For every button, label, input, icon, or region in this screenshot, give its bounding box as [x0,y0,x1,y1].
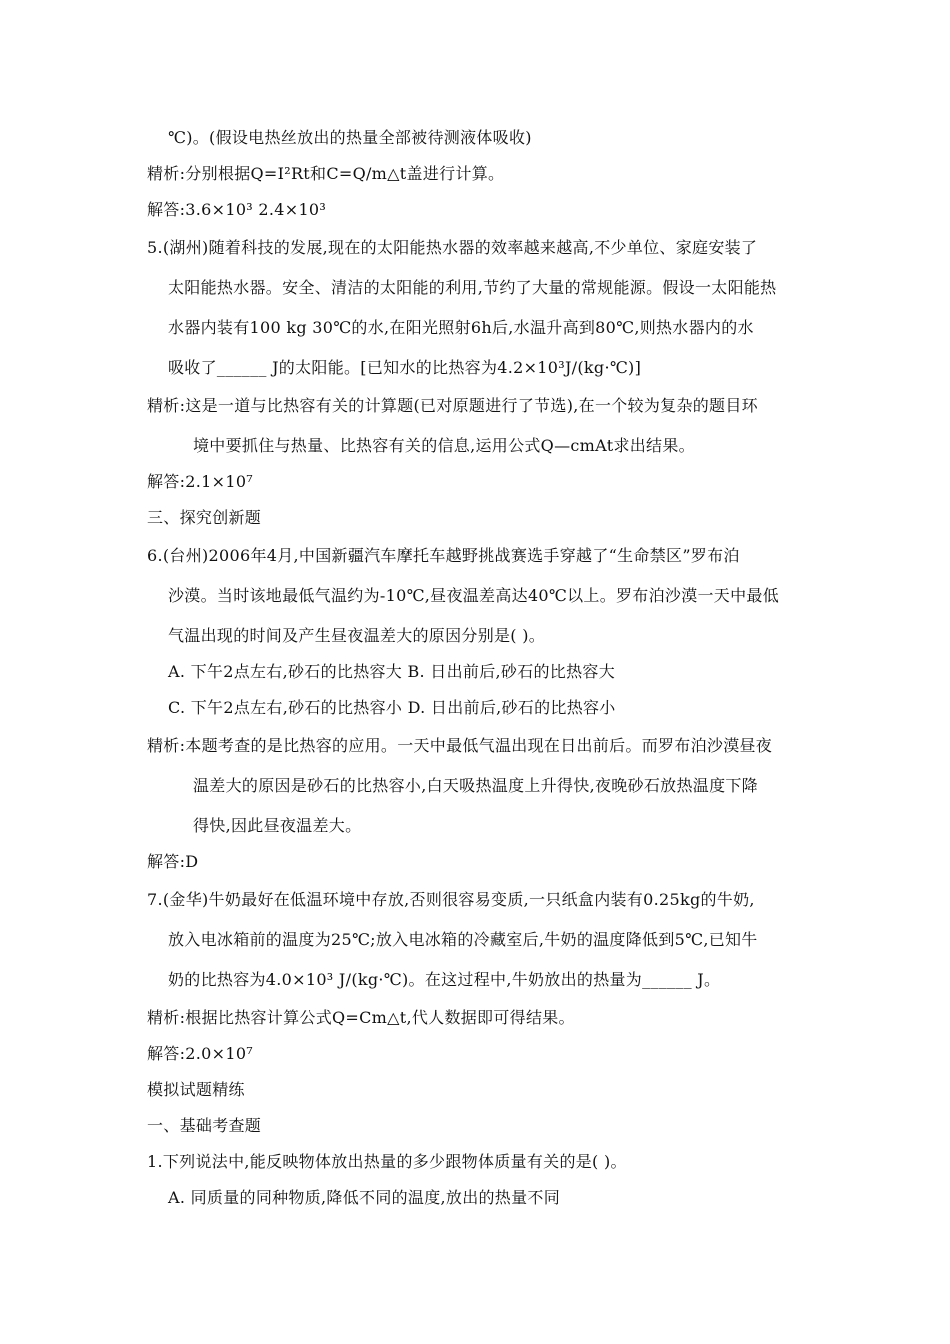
question-6-options-cd: C. 下午2点左右,砂石的比热容小 D. 日出前后,砂石的比热容小 [168,698,616,717]
text-line-1: ℃)。(假设电热丝放出的热量全部被待测液体吸收) [168,128,532,147]
analysis-5-line-2: 境中要抓住与热量、比热容有关的信息,运用公式Q—cmAt求出结果。 [193,436,695,455]
question-7-line-2: 放入电冰箱前的温度为25℃;放入电冰箱的冷藏室后,牛奶的温度降低到5℃,已知牛 [168,930,758,949]
analysis-6-line-3: 得快,因此昼夜温差大。 [193,816,362,835]
section-heading-3: 三、探究创新题 [147,508,262,527]
section-heading-practice: 模拟试题精练 [147,1080,245,1099]
question-7-line-1: 7.(金华)牛奶最好在低温环境中存放,否则很容易变质,一只纸盒内装有0.25kg的牛奶, [147,890,755,909]
question-5-line-3: 水器内装有100 kg 30℃的水,在阳光照射6h后,水温升高到80℃,则热水器内的水 [168,318,754,337]
practice-question-1: 1.下列说法中,能反映物体放出热量的多少跟物体质量有关的是( )。 [147,1152,627,1171]
question-6-line-3: 气温出现的时间及产生昼夜温差大的原因分别是( )。 [168,626,546,645]
analysis-7: 精析:根据比热容计算公式Q=Cm△t,代人数据即可得结果。 [147,1008,575,1027]
text-line-3: 解答:3.6×10³ 2.4×10³ [147,200,327,219]
analysis-6-line-2: 温差大的原因是砂石的比热容小,白天吸热温度上升得快,夜晚砂石放热温度下降 [193,776,758,795]
question-5-line-1: 5.(湖州)随着科技的发展,现在的太阳能热水器的效率越来越高,不少单位、家庭安装了 [147,238,758,257]
question-6-line-1: 6.(台州)2006年4月,中国新疆汽车摩托车越野挑战赛选手穿越了“生命禁区”罗布泊 [147,546,740,565]
answer-7: 解答:2.0×10⁷ [147,1044,254,1063]
answer-6: 解答:D [147,852,199,871]
question-5-line-4: 吸收了______ J的太阳能。[已知水的比热容为4.2×10³J/(kg·℃)] [168,358,642,377]
practice-question-1-option-a: A. 同质量的同种物质,降低不同的温度,放出的热量不同 [168,1188,560,1207]
text-line-2: 精析:分别根据Q=I²Rt和C=Q/m△t盖进行计算。 [147,164,505,183]
question-7-line-3: 奶的比热容为4.0×10³ J/(kg·℃)。在这过程中,牛奶放出的热量为______ J。 [168,970,721,989]
section-heading-basic: 一、基础考查题 [147,1116,262,1135]
analysis-6-line-1: 精析:本题考查的是比热容的应用。一天中最低气温出现在日出前后。而罗布泊沙漠昼夜 [147,736,773,755]
question-5-line-2: 太阳能热水器。安全、清洁的太阳能的利用,节约了大量的常规能源。假设一太阳能热 [168,278,777,297]
answer-5: 解答:2.1×10⁷ [147,472,254,491]
question-6-line-2: 沙漠。当时该地最低气温约为-10℃,昼夜温差高达40℃以上。罗布泊沙漠一天中最低 [168,586,780,605]
analysis-5-line-1: 精析:这是一道与比热容有关的计算题(已对原题进行了节选),在一个较为复杂的题目环 [147,396,758,415]
question-6-options-ab: A. 下午2点左右,砂石的比热容大 B. 日出前后,砂石的比热容大 [168,662,615,681]
